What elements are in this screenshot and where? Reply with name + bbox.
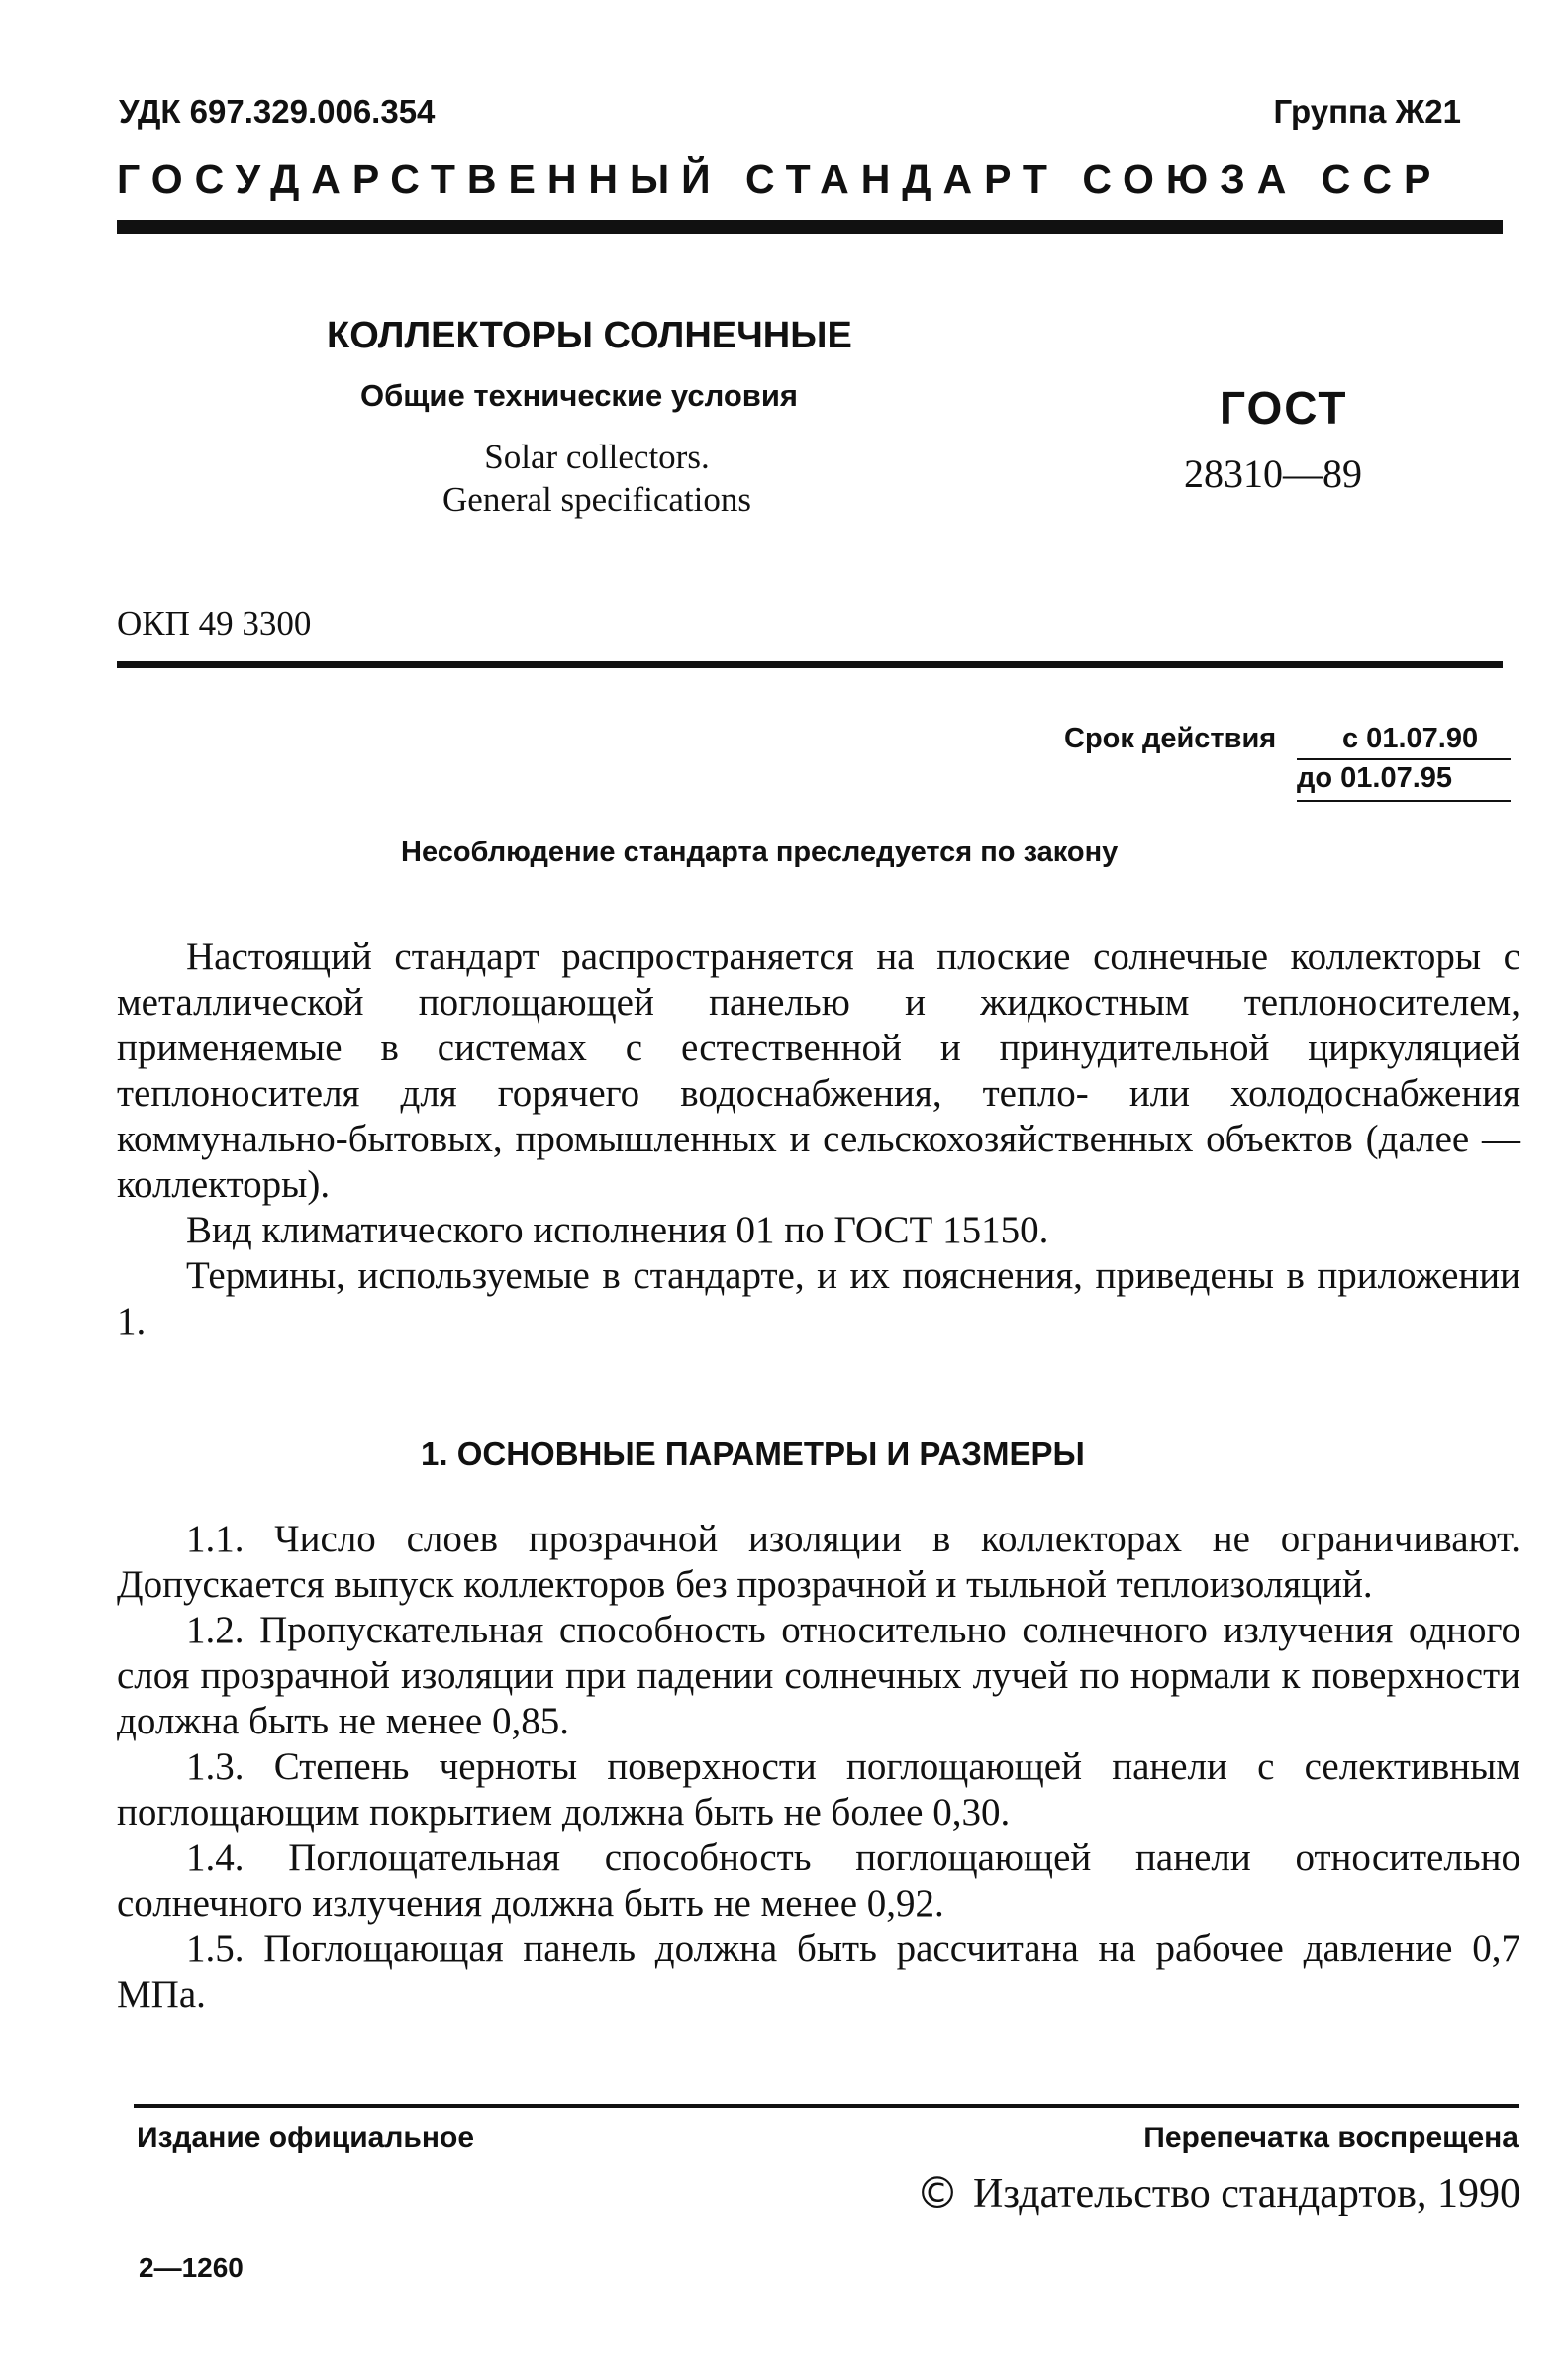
publisher-line	[916, 2168, 1520, 2219]
clause: 1.4. Поглощательная способность поглощающей панели относительно солнечного излучения должна быть не менее 0,92.	[117, 1836, 1520, 1925]
section-heading: 1. ОСНОВНЫЕ ПАРАМЕТРЫ И РАЗМЕРЫ	[421, 1435, 1085, 1472]
validity-to: до 01.07.95	[1297, 762, 1453, 794]
clause: 1.5. Поглощающая панель должна быть рассчитана на рабочее давление 0,7 МПа.	[117, 1928, 1520, 2016]
law-warning: Несоблюдение стандарта преследуется по закону	[401, 837, 1119, 868]
intro-paragraph: Настоящий стандарт распространяется на плоские солнечные коллекторы с металлической поглощающей панелью и жидкостным теплоносителем, применяемые в системах с естественной и принудительной циркуляцией теплоносителя для горячего водоснабжения, тепло- или холодоснабжения коммунально-бытовых, промышленных и сельскохозяйственных объектов (далее — коллекторы).	[117, 936, 1520, 1206]
group-code: Группа Ж21	[1273, 93, 1461, 130]
clause: 1.1. Число слоев прозрачной изоляции в коллекторах не ограничивают. Допускается выпуск коллекторов без прозрачной и тыльной теплоизоляций.	[117, 1518, 1520, 1606]
english-title-line2: General specifications	[442, 480, 751, 519]
reprint-notice: Перепечатка воспрещена	[1143, 2122, 1519, 2154]
footer-rule	[134, 2104, 1519, 2108]
official-edition: Издание официальное	[137, 2122, 475, 2154]
validity-from: с 01.07.90	[1342, 723, 1479, 754]
english-title	[406, 436, 788, 521]
validity-rule-2	[1297, 800, 1511, 802]
clause: 1.2. Пропускательная способность относительно солнечного излучения одного слоя прозрачной изоляции при падении солнечных лучей по нормали к поверхности должна быть не менее 0,85.	[117, 1609, 1520, 1742]
english-title-line1: Solar collectors.	[484, 438, 710, 476]
print-code: 2—1260	[139, 2252, 244, 2283]
gost-number: 28310—89	[1184, 451, 1362, 496]
gost-label: ГОСТ	[1220, 382, 1348, 434]
copyright-icon: ©	[916, 2168, 960, 2219]
intro-paragraph: Термины, используемые в стандарте, и их пояснения, приведены в приложении 1.	[117, 1254, 1520, 1342]
okp-rule	[117, 661, 1503, 668]
header-rule	[117, 220, 1503, 234]
section1-text	[117, 1517, 1520, 2018]
intro-text	[117, 935, 1520, 1344]
intro-paragraph: Вид климатического исполнения 01 по ГОСТ 15150.	[186, 1209, 1049, 1251]
publisher-name: Издательство стандартов, 1990	[973, 2170, 1520, 2217]
udk-code: УДК 697.329.006.354	[119, 93, 436, 130]
validity-label: Срок действия	[1064, 723, 1277, 754]
clause: 1.3. Степень черноты поверхности поглощающей панели с селективным поглощающим покрытием должна быть не более 0,30.	[117, 1745, 1520, 1833]
validity-rule-1	[1297, 758, 1511, 760]
document-subtitle: Общие технические условия	[360, 378, 798, 413]
document-title: КОЛЛЕКТОРЫ СОЛНЕЧНЫЕ	[327, 315, 852, 356]
okp-code: ОКП 49 3300	[117, 604, 312, 643]
state-standard-heading: ГОСУДАРСТВЕННЫЙ СТАНДАРТ СОЮЗА ССР	[117, 156, 1443, 202]
